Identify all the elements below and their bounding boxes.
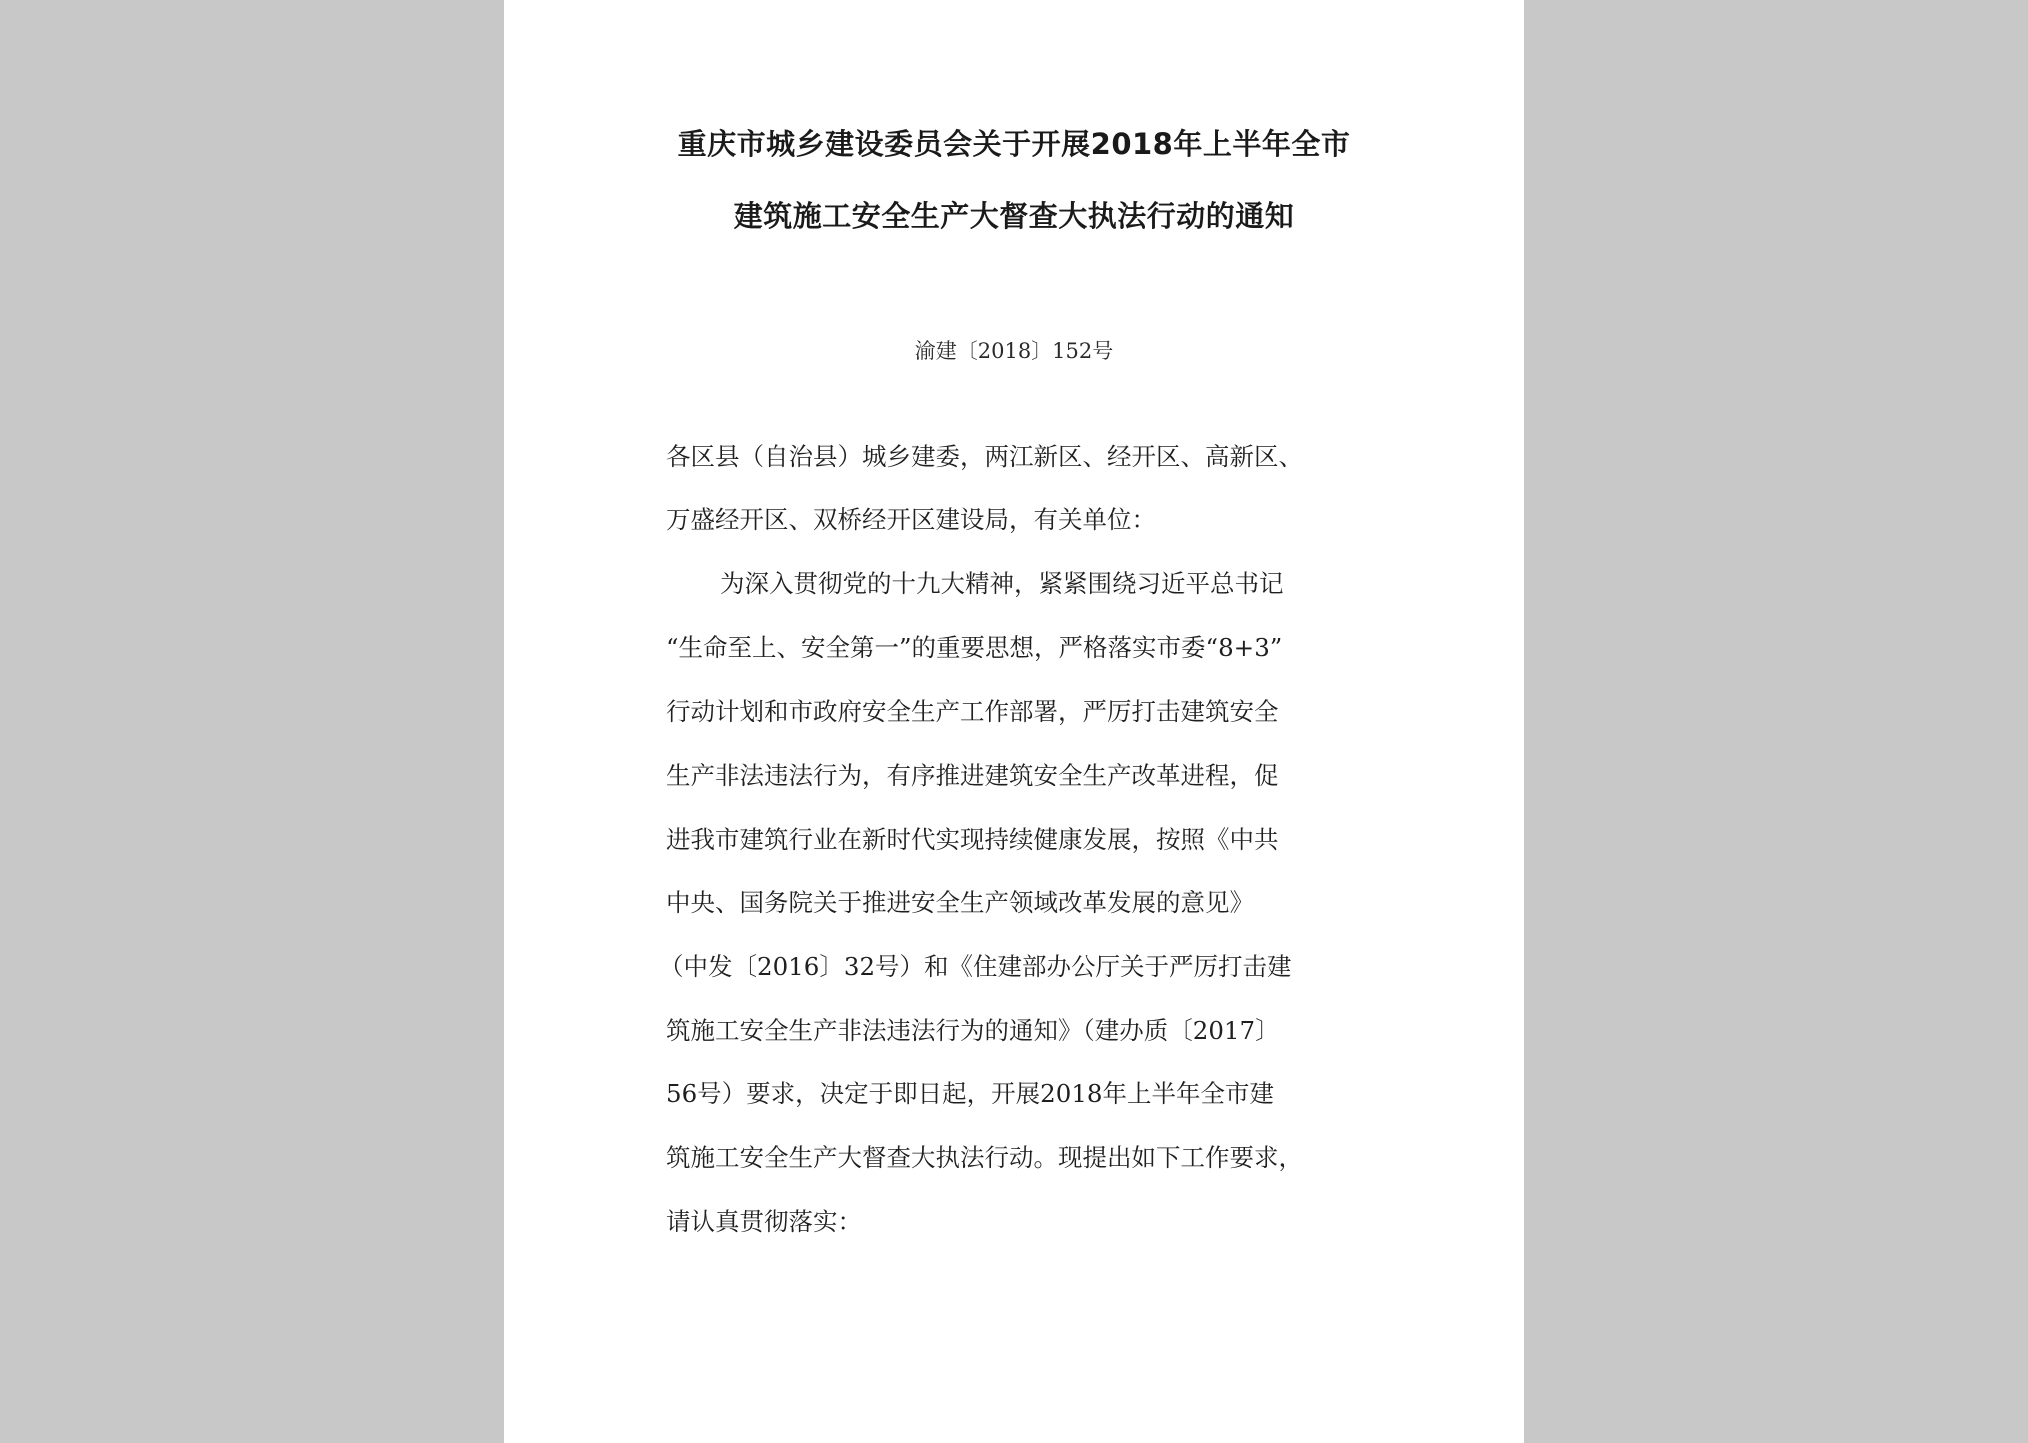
body-line: 生产非法违法行为，有序推进建筑安全生产改革进程，促	[666, 761, 1279, 790]
document-number: 渝建〔2018〕152号	[914, 339, 1114, 363]
body-line: 筑施工安全生产非法违法行为的通知》（建办质〔2017〕	[666, 1016, 1280, 1045]
document-title-line-2: 建筑施工安全生产大督查大执法行动的通知	[733, 199, 1295, 233]
body-line: （中发〔2016〕32号）和《住建部办公厅关于严厉打击建	[659, 952, 1292, 981]
body-line: 请认真贯彻落实：	[666, 1207, 862, 1236]
body-line: “生命至上、安全第一”的重要思想，严格落实市委“8+3”	[666, 633, 1283, 662]
body-line: 筑施工安全生产大督查大执法行动。现提出如下工作要求，	[666, 1143, 1303, 1172]
body-line: 行动计划和市政府安全生产工作部署，严厉打击建筑安全	[666, 697, 1279, 726]
document-page	[504, 0, 1524, 1443]
body-line: 56号）要求，决定于即日起，开展2018年上半年全市建	[666, 1079, 1275, 1108]
body-line: 为深入贯彻党的十九大精神，紧紧围绕习近平总书记	[720, 569, 1284, 598]
document-title-line-1: 重庆市城乡建设委员会关于开展2018年上半年全市	[677, 127, 1351, 161]
body-line: 各区县（自治县）城乡建委，两江新区、经开区、高新区、	[666, 442, 1303, 471]
body-line: 进我市建筑行业在新时代实现持续健康发展，按照《中共	[666, 825, 1279, 854]
body-line: 万盛经开区、双桥经开区建设局，有关单位：	[666, 505, 1156, 534]
body-line: 中央、国务院关于推进安全生产领域改革发展的意见》	[666, 888, 1254, 917]
